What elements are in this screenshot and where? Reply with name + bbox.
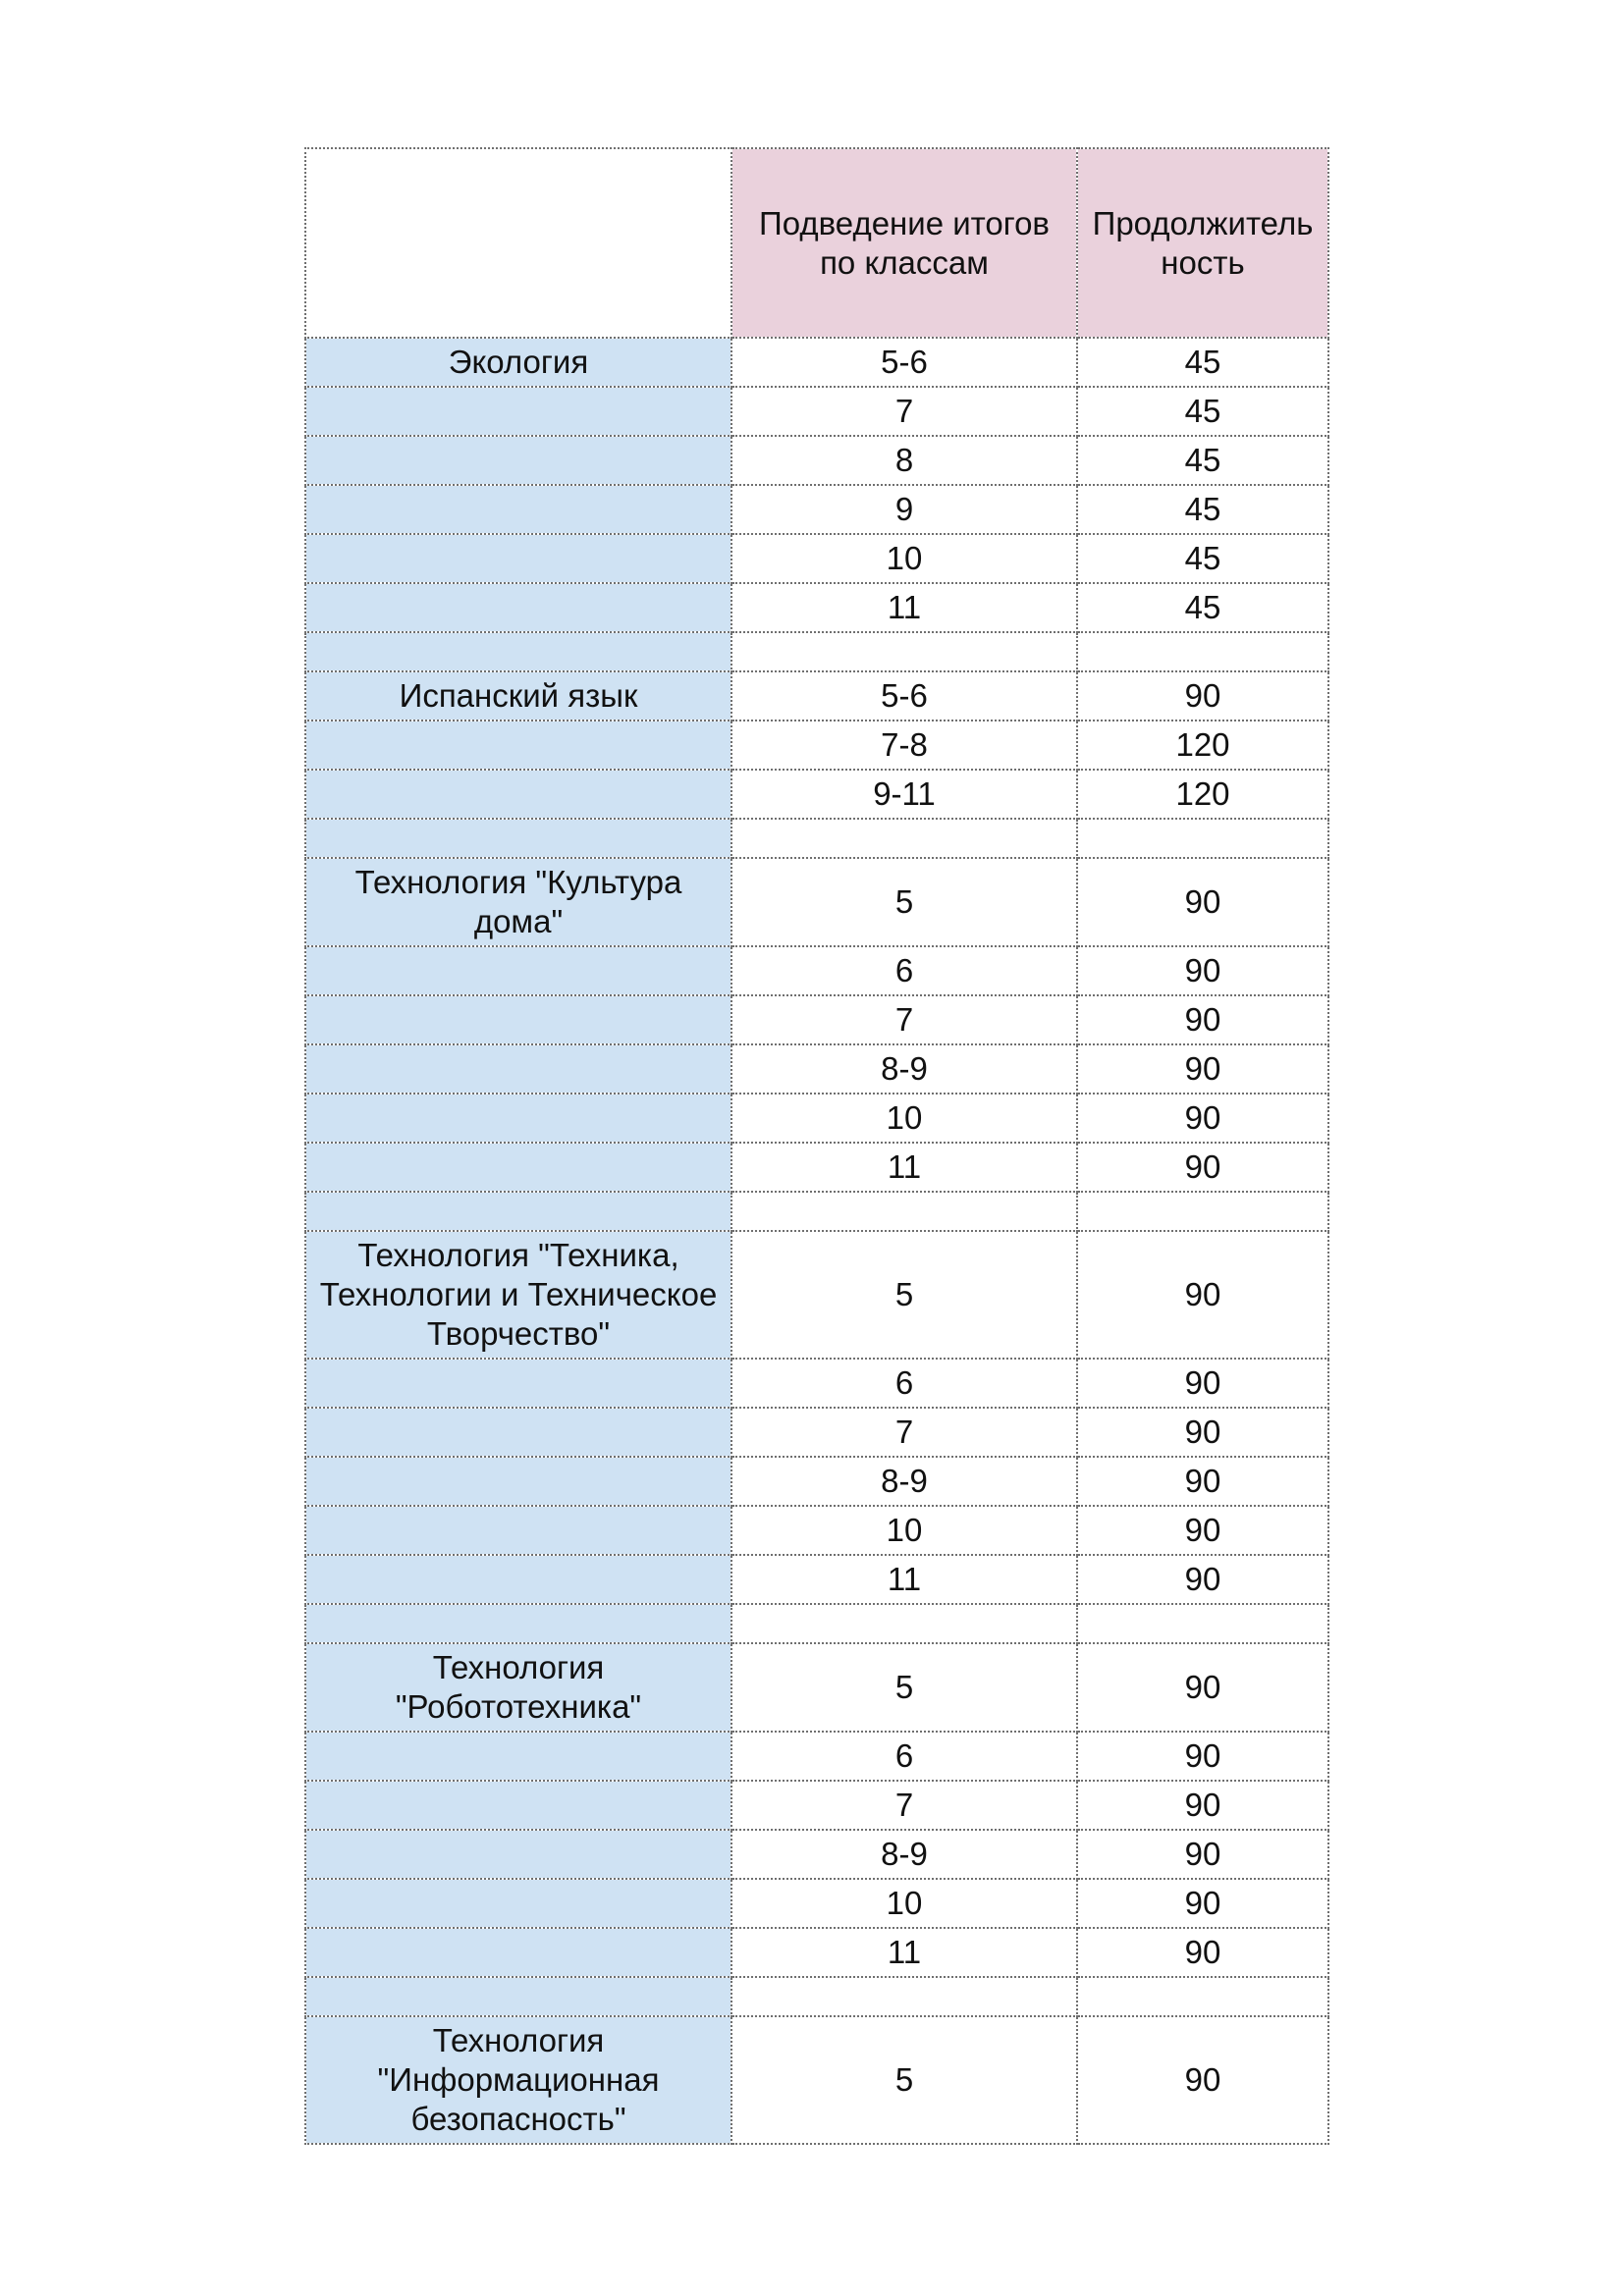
empty-cell	[305, 819, 731, 858]
classes-cell: 7-8	[731, 721, 1077, 770]
empty-cell	[1077, 1192, 1328, 1231]
classes-cell: 7	[731, 387, 1077, 436]
duration-cell: 90	[1077, 1732, 1328, 1781]
subject-cell: Технология "Культура дома"	[305, 858, 731, 946]
table-row	[305, 995, 1328, 1044]
duration-cell: 90	[1077, 1506, 1328, 1555]
subject-cell-empty	[305, 770, 731, 819]
table-row	[305, 1732, 1328, 1781]
subject-cell-empty	[305, 485, 731, 534]
empty-cell	[305, 1604, 731, 1643]
table-row	[305, 1408, 1328, 1457]
table-row	[305, 1555, 1328, 1604]
empty-cell	[305, 632, 731, 671]
classes-cell: 5	[731, 1643, 1077, 1732]
classes-cell: 10	[731, 1506, 1077, 1555]
subject-cell-empty	[305, 1506, 731, 1555]
table-row	[305, 1830, 1328, 1879]
classes-cell: 11	[731, 1555, 1077, 1604]
subject-cell-empty	[305, 995, 731, 1044]
duration-cell: 90	[1077, 1830, 1328, 1879]
classes-cell: 8-9	[731, 1830, 1077, 1879]
duration-cell: 90	[1077, 1094, 1328, 1143]
duration-cell: 45	[1077, 436, 1328, 485]
table-row	[305, 1143, 1328, 1192]
duration-cell: 45	[1077, 534, 1328, 583]
subject-cell-empty	[305, 1457, 731, 1506]
spacer-row	[305, 1604, 1328, 1643]
table-row	[305, 485, 1328, 534]
table-row	[305, 1781, 1328, 1830]
duration-cell: 90	[1077, 1044, 1328, 1094]
duration-cell: 90	[1077, 1555, 1328, 1604]
subject-cell-empty	[305, 1094, 731, 1143]
duration-cell: 90	[1077, 2016, 1328, 2144]
header-row	[305, 148, 1328, 338]
table-row	[305, 1643, 1328, 1732]
duration-cell: 90	[1077, 1457, 1328, 1506]
table-row	[305, 671, 1328, 721]
classes-cell: 7	[731, 1781, 1077, 1830]
table-row	[305, 1359, 1328, 1408]
classes-cell: 6	[731, 946, 1077, 995]
duration-cell: 90	[1077, 1359, 1328, 1408]
subject-cell: Технология "Техника, Технологии и Техническое Творчество"	[305, 1231, 731, 1359]
table-row	[305, 721, 1328, 770]
classes-cell: 8	[731, 436, 1077, 485]
header-corner-cell	[305, 148, 731, 338]
classes-cell: 6	[731, 1732, 1077, 1781]
subject-cell: Испанский язык	[305, 671, 731, 721]
subject-cell-empty	[305, 721, 731, 770]
subject-cell-empty	[305, 1830, 731, 1879]
duration-cell: 90	[1077, 858, 1328, 946]
duration-cell: 90	[1077, 1781, 1328, 1830]
classes-cell: 9-11	[731, 770, 1077, 819]
table-row	[305, 1044, 1328, 1094]
classes-cell: 6	[731, 1359, 1077, 1408]
subject-cell-empty	[305, 1359, 731, 1408]
classes-cell: 10	[731, 1094, 1077, 1143]
table-row	[305, 858, 1328, 946]
subject-cell-empty	[305, 436, 731, 485]
spacer-row	[305, 819, 1328, 858]
subject-cell-empty	[305, 1781, 731, 1830]
subject-cell: Экология	[305, 338, 731, 387]
classes-cell: 5	[731, 858, 1077, 946]
duration-cell: 90	[1077, 1231, 1328, 1359]
empty-cell	[731, 1977, 1077, 2016]
table-row	[305, 1457, 1328, 1506]
empty-cell	[731, 1192, 1077, 1231]
subject-cell-empty	[305, 534, 731, 583]
table-row	[305, 387, 1328, 436]
classes-cell: 8-9	[731, 1457, 1077, 1506]
empty-cell	[1077, 819, 1328, 858]
duration-cell: 90	[1077, 1143, 1328, 1192]
duration-cell: 45	[1077, 387, 1328, 436]
table-row	[305, 770, 1328, 819]
duration-cell: 90	[1077, 946, 1328, 995]
subject-cell: Технология "Робототехника"	[305, 1643, 731, 1732]
table-row	[305, 1879, 1328, 1928]
table-row	[305, 436, 1328, 485]
empty-cell	[731, 819, 1077, 858]
duration-cell: 90	[1077, 1408, 1328, 1457]
table-row	[305, 946, 1328, 995]
classes-cell: 11	[731, 1928, 1077, 1977]
table-row	[305, 583, 1328, 632]
empty-cell	[305, 1192, 731, 1231]
table-row	[305, 338, 1328, 387]
duration-cell: 45	[1077, 485, 1328, 534]
subject-cell: Технология "Информационная безопасность"	[305, 2016, 731, 2144]
duration-cell: 120	[1077, 770, 1328, 819]
empty-cell	[731, 1604, 1077, 1643]
classes-cell: 10	[731, 534, 1077, 583]
subject-cell-empty	[305, 1879, 731, 1928]
spacer-row	[305, 1192, 1328, 1231]
header-classes: Подведение итогов по классам	[731, 148, 1077, 338]
classes-cell: 9	[731, 485, 1077, 534]
empty-cell	[1077, 1977, 1328, 2016]
subject-cell-empty	[305, 583, 731, 632]
subject-cell-empty	[305, 1928, 731, 1977]
table-row	[305, 1231, 1328, 1359]
empty-cell	[731, 632, 1077, 671]
duration-cell: 90	[1077, 1928, 1328, 1977]
duration-cell: 90	[1077, 1879, 1328, 1928]
classes-cell: 5-6	[731, 338, 1077, 387]
classes-cell: 10	[731, 1879, 1077, 1928]
classes-cell: 5-6	[731, 671, 1077, 721]
classes-cell: 8-9	[731, 1044, 1077, 1094]
empty-cell	[1077, 632, 1328, 671]
olympiad-schedule-table	[304, 147, 1329, 2145]
duration-cell: 90	[1077, 1643, 1328, 1732]
subject-cell-empty	[305, 387, 731, 436]
empty-cell	[305, 1977, 731, 2016]
spacer-row	[305, 632, 1328, 671]
duration-cell: 120	[1077, 721, 1328, 770]
table-row	[305, 1928, 1328, 1977]
subject-cell-empty	[305, 1044, 731, 1094]
subject-cell-empty	[305, 946, 731, 995]
subject-cell-empty	[305, 1143, 731, 1192]
spacer-row	[305, 1977, 1328, 2016]
classes-cell: 11	[731, 583, 1077, 632]
table-row	[305, 2016, 1328, 2144]
subject-cell-empty	[305, 1732, 731, 1781]
empty-cell	[1077, 1604, 1328, 1643]
table-row	[305, 1094, 1328, 1143]
classes-cell: 11	[731, 1143, 1077, 1192]
duration-cell: 90	[1077, 671, 1328, 721]
table-row	[305, 534, 1328, 583]
classes-cell: 5	[731, 1231, 1077, 1359]
table-row	[305, 1506, 1328, 1555]
duration-cell: 45	[1077, 583, 1328, 632]
classes-cell: 7	[731, 995, 1077, 1044]
header-duration: Продолжитель ность	[1077, 148, 1328, 338]
table-body	[305, 148, 1328, 2144]
classes-cell: 7	[731, 1408, 1077, 1457]
duration-cell: 45	[1077, 338, 1328, 387]
classes-cell: 5	[731, 2016, 1077, 2144]
subject-cell-empty	[305, 1555, 731, 1604]
duration-cell: 90	[1077, 995, 1328, 1044]
subject-cell-empty	[305, 1408, 731, 1457]
